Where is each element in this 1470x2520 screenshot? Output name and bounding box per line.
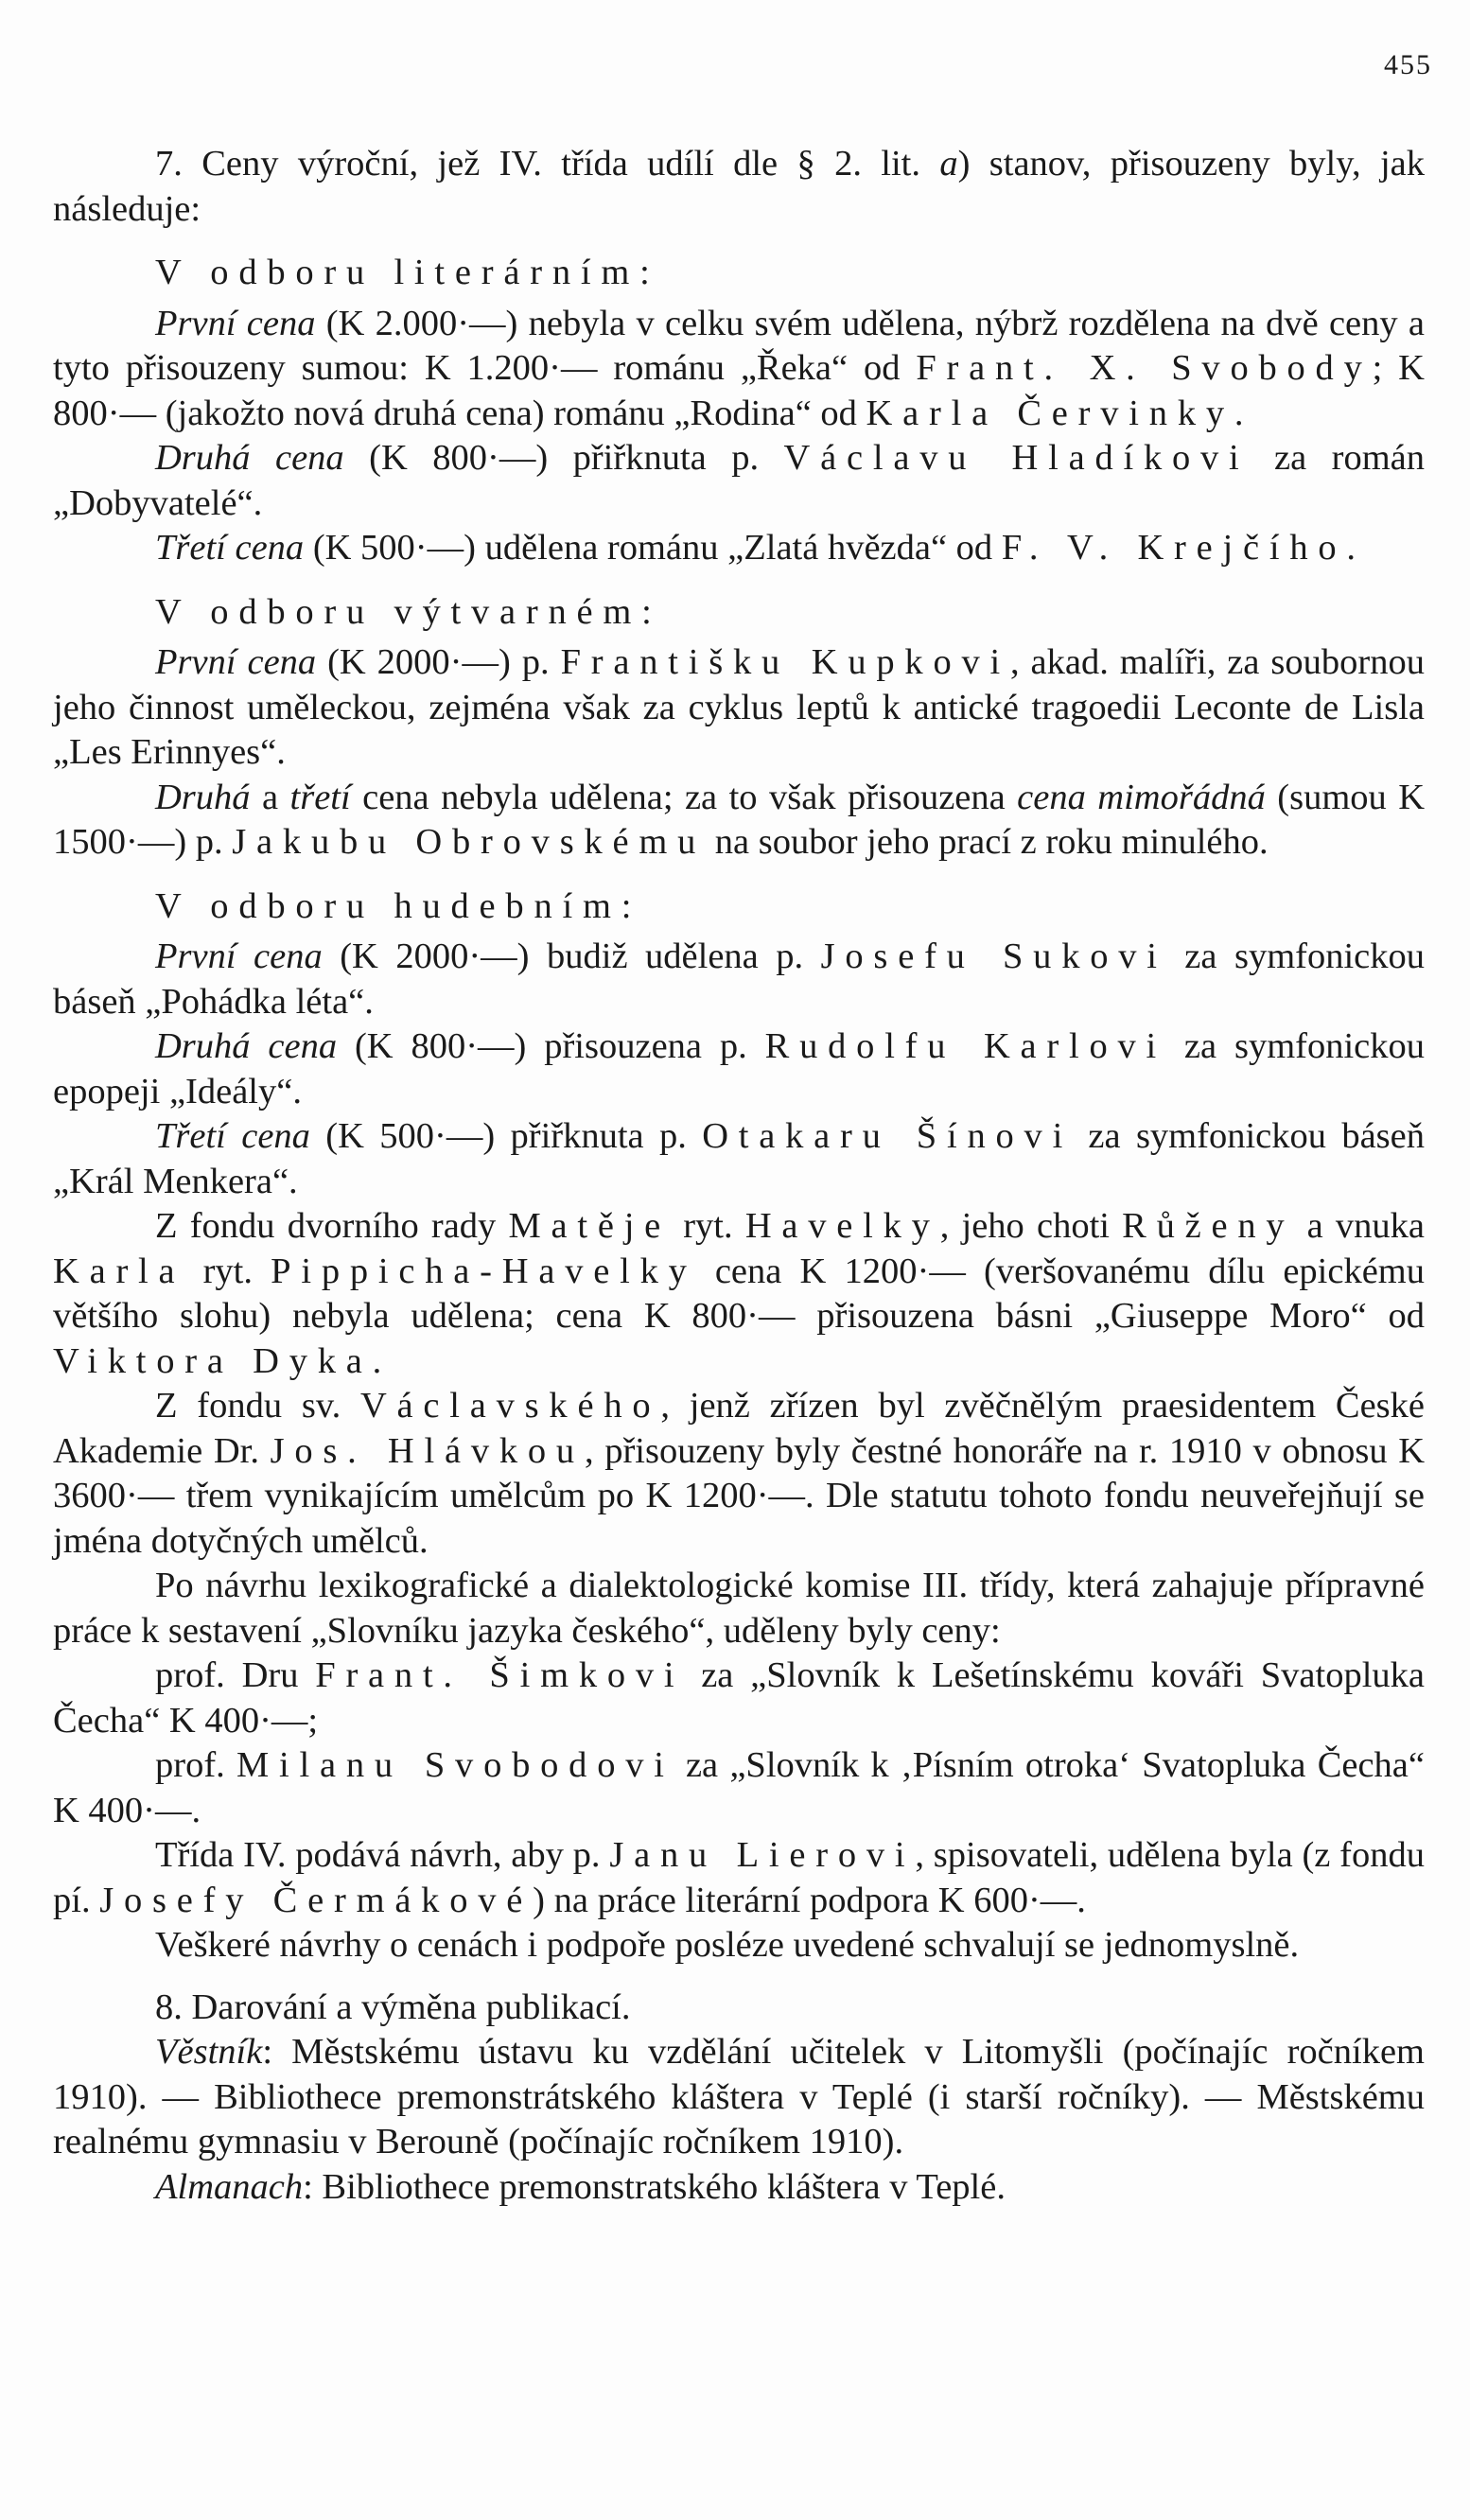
heading-music-section: V odboru hudebním: [155, 885, 632, 926]
literary-first-prize: První cena (K 2.000·—) nebyla v celku svém udělena, nýbrž rozdělena na dvě ceny a tyto přisouzeny sumou: K 1.200·— románu „Řeka“ od Frant. X. Svobody; K 800·— (jakožto nová druhá cena) románu „Rodina“ od Karla Červinky. [53, 303, 1425, 433]
dictionary-commission-paragraph: Po návrhu lexikografické a dialektologické komise III. třídy, která zahajuje přípravné práce k sestavení „Slovníku jazyka českého“, uděleny byly ceny: [53, 1566, 1425, 1651]
page-number: 455 [1384, 49, 1432, 80]
visual-second-third-prize: Druhá a třetí cena nebyla udělena; za to však přisouzena cena mimořádná (sumou K 1500·—) p. Jakubu Obrovskému na soubor jeho prací z roku minulého. [53, 777, 1425, 862]
approval-paragraph: Veškeré návrhy o cenách i podpoře posléze uvedené schvalují se jednomyslně. [155, 1925, 1300, 1965]
almanach-donations: Almanach: Bibliothece premonstratského kláštera v Teplé. [155, 2166, 1006, 2207]
vaclav-fund-paragraph: Z fondu sv. Václavského, jenž zřízen byl zvěčnělým praesidentem České Akademie Dr. Jos. Hlávkou, přisouzeny byly čestné honoráře na r. 1910 v obnosu K 3600·— třem vynikajícím umělcům po K 1200·—. Dle statutu tohoto fondu neuveřejňují se jména dotyčných umělců. [53, 1386, 1425, 1561]
section-7-intro: 7. Ceny výroční, jež IV. třída udílí dle § 2. lit. a) stanov, přisouzeny byly, jak následuje: [53, 144, 1425, 229]
lier-support-paragraph: Třída IV. podává návrh, aby p. Janu Lierovi, spisovateli, udělena byla (z fondu pí. Josefy Čermákové) na práce literární podpora K 600·—. [53, 1835, 1425, 1920]
page-content [53, 142, 1425, 2210]
dictionary-prize-simek: prof. Dru Frant. Šimkovi za „Slovník k Lešetínskému kováři Svatopluka Čecha“ K 400·—; [53, 1655, 1425, 1741]
section-8-heading: 8. Darování a výměna publikací. [155, 1986, 631, 2027]
music-third-prize: Třetí cena (K 500·—) přiřknuta p. Otakaru Šínovi za symfonickou báseň „Král Menkera“. [53, 1116, 1426, 1201]
dictionary-prize-svoboda: prof. Milanu Svobodovi za „Slovník k ‚Písním otroka‘ Svatopluka Čecha“ K 400·—. [53, 1745, 1425, 1830]
literary-second-prize: Druhá cena (K 800·—) přiřknuta p. Václavu Hladíkovi za román „Dobyvatelé“. [53, 438, 1425, 523]
heading-visual-arts-section: V odboru výtvarném: [155, 591, 652, 632]
music-first-prize: První cena (K 2000·—) budiž udělena p. Josefu Sukovi za symfonickou báseň „Pohádka léta“. [53, 936, 1426, 1022]
music-second-prize: Druhá cena (K 800·—) přisouzena p. Rudolfu Karlovi za symfonickou epopeji „Ideály“. [53, 1026, 1425, 1111]
vestnik-donations: Věstník: Městskému ústavu ku vzdělání učitelek v Litomyšli (počínajíc ročníkem 1910). — Bibliothece premonstrátského kláštera v Teplé (i starší ročníky). — Městskému realnému gymnasiu v Berouně (počínajíc ročníkem 1910). [53, 2032, 1425, 2161]
visual-first-prize: První cena (K 2000·—) p. Františku Kupkovi, akad. malíři, za soubornou jeho činnost uměleckou, zejména však za cyklus leptů k antické tragoedii Leconte de Lisla „Les Erinnyes“. [53, 642, 1425, 772]
havelka-fund-paragraph: Z fondu dvorního rady Matěje ryt. Havelky, jeho choti Růženy a vnuka Karla ryt. Pippicha-Havelky cena K 1200·— (veršovanému dílu epickému většího slohu) nebyla udělena; cena K 800·— přisouzena básni „Giuseppe Moro“ od Viktora Dyka. [53, 1206, 1425, 1381]
literary-third-prize: Třetí cena (K 500·—) udělena románu „Zlatá hvězda“ od F. V. Krejčího. [155, 528, 1356, 568]
heading-literary-section: V odboru literárním: [155, 253, 650, 292]
